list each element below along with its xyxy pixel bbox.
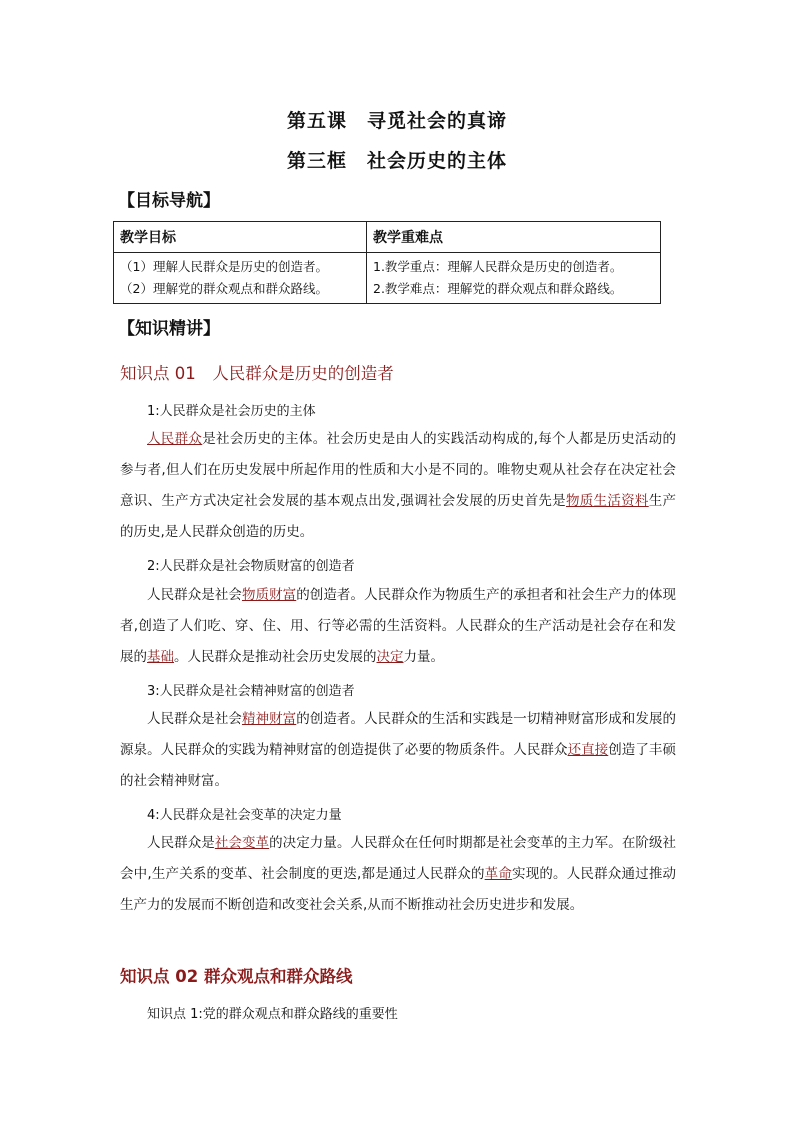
focus-item: 2.教学难点：理解党的群众观点和群众路线。 <box>373 281 623 296</box>
key-term: 物质生活资料 <box>565 493 649 509</box>
knowledge-point-01-heading: 知识点 01 人民群众是历史的创造者 <box>120 364 394 383</box>
goal-item: （1）理解人民群众是历史的创造者。 <box>120 259 328 274</box>
knowledge-point-02-heading: 知识点 02 群众观点和群众路线 <box>120 967 353 986</box>
key-term: 决定 <box>376 649 404 665</box>
key-term: 人民群众 <box>147 431 203 447</box>
focus-item: 1.教学重点：理解人民群众是历史的创造者。 <box>373 259 623 274</box>
subsection-title: 3:人民群众是社会精神财富的创造者 <box>147 684 355 699</box>
key-term: 社会变革 <box>214 835 270 851</box>
paragraph: 人民群众是社会变革的决定力量。人民群众在任何时期都是社会变革的主力军。在阶级社会中,生产关系的变革、社会制度的更迭,都是通过人民群众的革命实现的。人民群众通过推动生产力的发展而不断创造和改变社会关系,从而不断推动社会历史进步和发展。 <box>120 835 677 913</box>
subsection-title: 2:人民群众是社会物质财富的创造者 <box>147 559 355 574</box>
goals-table-header: 教学目标 <box>114 222 367 253</box>
goals-table-header: 教学重难点 <box>367 222 661 253</box>
section-goals-nav: 【目标导航】 <box>118 191 220 211</box>
goals-table-row <box>114 253 661 304</box>
paragraph: 人民群众是社会物质财富的创造者。人民群众作为物质生产的承担者和社会生产力的体现者,创造了人们吃、穿、住、用、行等必需的生活资料。人民群众的生产活动是社会存在和发展的基础。人民群众是推动社会历史发展的决定力量。 <box>120 587 677 665</box>
subsection-title: 知识点 1:党的群众观点和群众路线的重要性 <box>147 1007 398 1022</box>
goal-item: （2）理解党的群众观点和群众路线。 <box>120 281 328 296</box>
subsection-title: 1:人民群众是社会历史的主体 <box>147 404 316 419</box>
section-knowledge: 【知识精讲】 <box>118 319 220 339</box>
key-term: 精神财富 <box>241 711 297 727</box>
key-term: 还直接 <box>567 742 609 758</box>
key-term: 革命 <box>484 866 513 882</box>
paragraph: 人民群众是社会历史的主体。社会历史是由人的实践活动构成的,每个人都是历史活动的参与者,但人们在历史发展中所起作用的性质和大小是不同的。唯物史观从社会存在决定社会意识、生产方式决定社会发展的基本观点出发,强调社会发展的历史首先是物质生活资料生产的历史,是人民群众创造的历史。 <box>120 431 677 540</box>
goals-table-cell <box>367 253 661 304</box>
frame-title: 第三框 社会历史的主体 <box>286 150 507 172</box>
goals-table-cell <box>114 253 367 304</box>
goals-table <box>113 221 661 304</box>
goals-table-header-row <box>114 222 661 253</box>
subsection-title: 4:人民群众是社会变革的决定力量 <box>147 808 342 823</box>
paragraph: 人民群众是社会精神财富的创造者。人民群众的生活和实践是一切精神财富形成和发展的源泉。人民群众的实践为精神财富的创造提供了必要的物质条件。人民群众还直接创造了丰硕的社会精神财富。 <box>120 711 677 789</box>
key-term: 物质财富 <box>241 587 297 603</box>
key-term: 基础 <box>147 649 174 665</box>
lesson-title: 第五课 寻觅社会的真谛 <box>286 110 507 132</box>
